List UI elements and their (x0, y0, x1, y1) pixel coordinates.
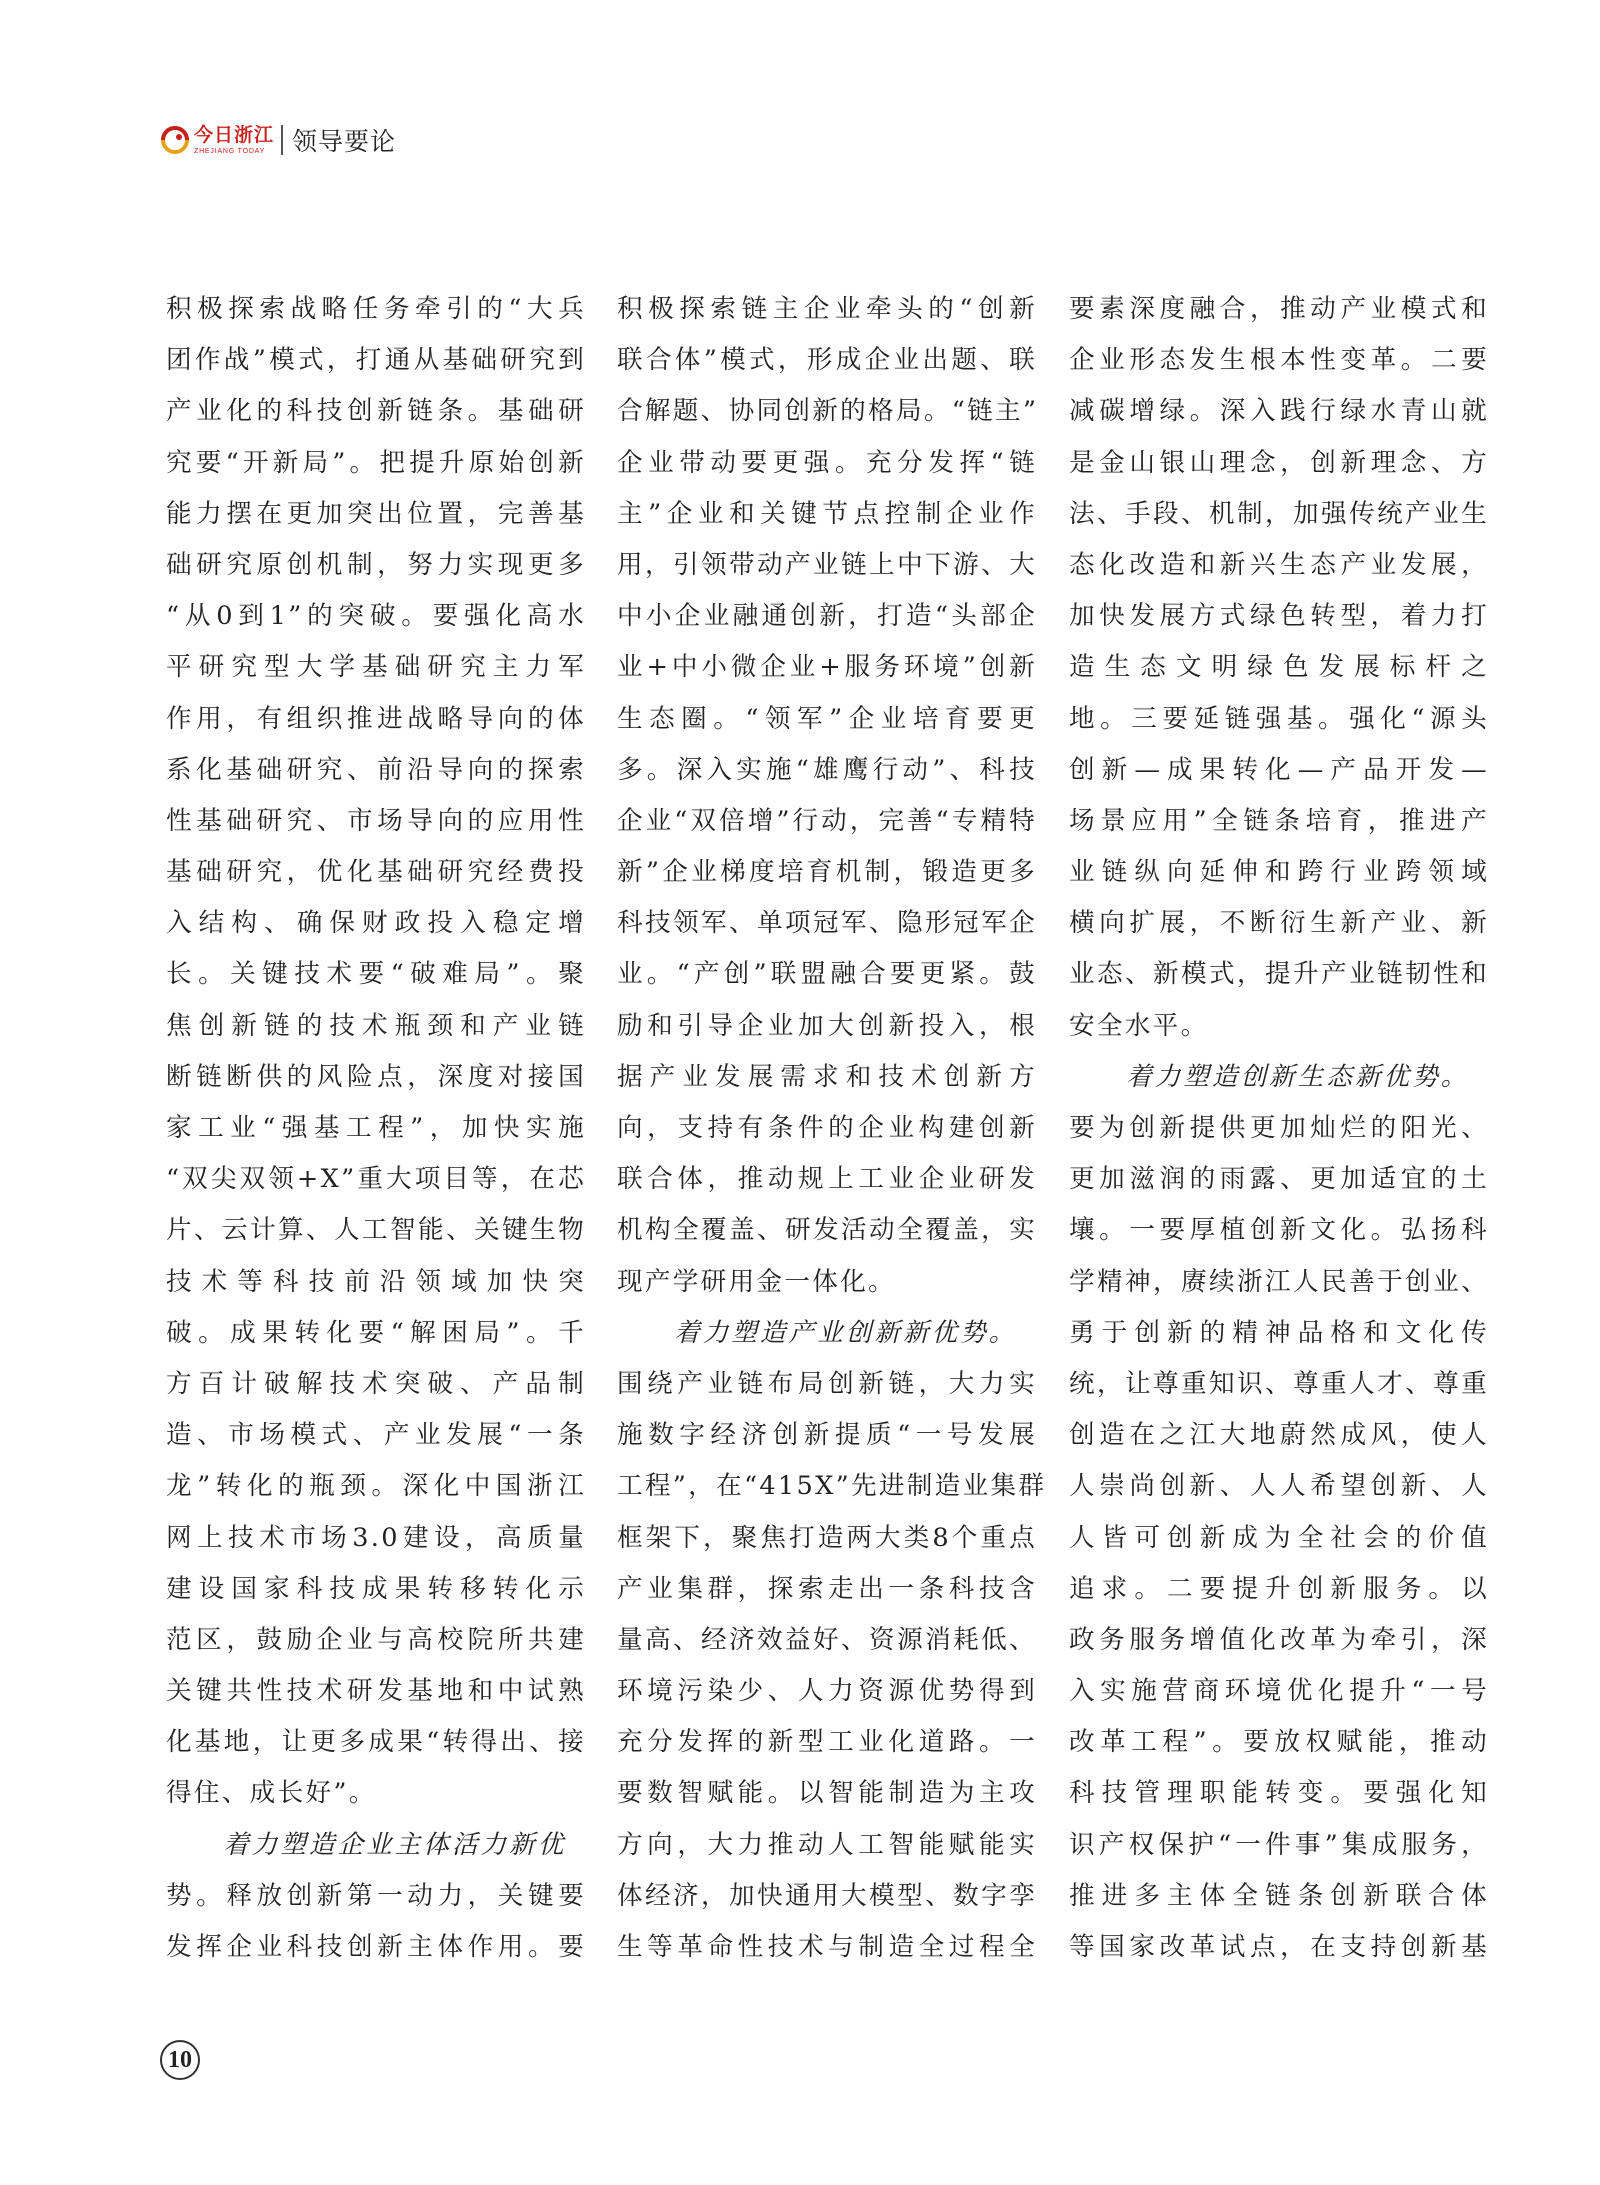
text-line: 积极探索链主企业牵头的“创新 (617, 294, 1037, 324)
text-line: 着力塑造创新生态新优势。 (1069, 1061, 1470, 1092)
text-line: 业态、新模式，提升产业链韧性和 (1069, 959, 1489, 990)
text-line: 家工业“强基工程”，加快实施 (166, 1113, 586, 1143)
text-line: 企业带动要更强。充分发挥“链 (617, 447, 1037, 478)
text-line: 方百计破解技术突破、产品制 (166, 1368, 586, 1399)
text-line: 造、市场模式、产业发展“一条 (166, 1420, 586, 1451)
text-line: 入实施营商环境优化提升“一号 (1069, 1676, 1489, 1707)
text-line: 统，让尊重知识、尊重人才、尊重 (1069, 1368, 1489, 1399)
text-line: 要数智赋能。以智能制造为主攻 (617, 1778, 1037, 1809)
text-line: 施数字经济创新提质“一号发展 (617, 1420, 1037, 1451)
text-column-2 (617, 284, 1047, 1973)
text-line: 系化基础研究、前沿导向的探索 (166, 754, 586, 785)
text-line: 勇于创新的精神品格和文化传 (1069, 1317, 1489, 1348)
text-line: 安全水平。 (1069, 1010, 1209, 1041)
text-line: 业+中小微企业+服务环境”创新 (617, 652, 1037, 683)
text-line: 产业集群，探索走出一条科技含 (617, 1573, 1037, 1604)
text-line: 方向，大力推动人工智能赋能实 (617, 1829, 1037, 1860)
text-line: 多。深入实施“雄鹰行动”、科技 (617, 754, 1037, 785)
text-line: 生态圈。“领军”企业培育要更 (617, 703, 1037, 734)
text-line: 机构全覆盖、研发活动全覆盖，实 (617, 1215, 1037, 1246)
text-line: 地。三要延链强基。强化“源头 (1069, 703, 1489, 734)
logo-chinese: 今日浙江 (194, 123, 275, 146)
text-line: 创新—成果转化—产品开发— (1069, 754, 1489, 785)
text-line: 关键共性技术研发基地和中试熟 (166, 1676, 586, 1707)
text-line: 片、云计算、人工智能、关键生物 (166, 1215, 586, 1246)
text-line: 人皆可创新成为全社会的价值 (1069, 1522, 1489, 1553)
text-line: 企业“双倍增”行动，完善“专精特 (617, 805, 1037, 836)
text-column-3 (1069, 284, 1489, 1973)
text-line: 业链纵向延伸和跨行业跨领域 (1069, 857, 1489, 888)
text-column-1 (166, 284, 586, 1973)
text-line: 联合体”模式，形成企业出题、联 (617, 345, 1037, 376)
text-line: 法、手段、机制，加强传统产业生 (1069, 498, 1489, 529)
text-line: 作用，有组织推进战略导向的体 (166, 703, 586, 734)
text-line: 体经济，加快通用大模型、数字孪 (617, 1880, 1037, 1911)
text-line: 推进多主体全链条创新联合体 (1069, 1880, 1489, 1911)
page-number: 10 (160, 2040, 200, 2080)
text-line: 量高、经济效益好、资源消耗低、 (617, 1624, 1037, 1655)
text-line: 建设国家科技成果转移转化示 (166, 1573, 586, 1604)
text-line: 新”企业梯度培育机制，锻造更多 (617, 857, 1037, 888)
section-title: 领导要论 (292, 127, 397, 156)
text-line: 入结构、确保财政投入稳定增 (166, 908, 586, 939)
text-line: 得住、成长好”。 (166, 1778, 377, 1809)
text-line: 基础研究，优化基础研究经费投 (166, 857, 586, 888)
logo-english: ZHEJIANG TODAY (194, 147, 266, 155)
text-line: 着力塑造企业主体活力新优 (166, 1829, 567, 1860)
text-line: 生等革命性技术与制造全过程全 (617, 1932, 1037, 1962)
text-line: 等国家改革试点，在支持创新基 (1069, 1932, 1489, 1962)
text-line: 发挥企业科技创新主体作用。要 (166, 1932, 586, 1962)
text-line: 充分发挥的新型工业化道路。一 (617, 1727, 1037, 1758)
text-line: 围绕产业链布局创新链，大力实 (617, 1368, 1037, 1399)
text-line: 创造在之江大地蔚然成风，使人 (1069, 1420, 1489, 1451)
text-line: 减碳增绿。深入践行绿水青山就 (1069, 396, 1489, 427)
text-line: 网上技术市场3.0建设，高质量 (166, 1522, 586, 1553)
text-line: 性基础研究、市场导向的应用性 (166, 805, 586, 836)
text-line: 改革工程”。要放权赋能，推动 (1069, 1727, 1489, 1758)
text-line: 范区，鼓励企业与高校院所共建 (166, 1624, 586, 1655)
text-line: 励和引导企业加大创新投入，根 (617, 1010, 1037, 1041)
text-line: 企业形态发生根本性变革。二要 (1069, 345, 1489, 376)
text-line: 工程”，在“415X”先进制造业集群 (617, 1471, 1047, 1502)
zhejiang-today-logo-icon (160, 125, 190, 155)
text-line: 主”企业和关键节点控制企业作 (617, 498, 1037, 529)
text-line: 势。释放创新第一动力，关键要 (166, 1880, 586, 1911)
text-line: 现产学研用金一体化。 (617, 1266, 896, 1297)
text-line: 团作战”模式，打通从基础研究到 (166, 345, 586, 376)
text-line: 长。关键技术要“破难局”。聚 (166, 959, 586, 990)
text-line: 造生态文明绿色发展标杆之 (1069, 652, 1489, 683)
text-line: 环境污染少、人力资源优势得到 (617, 1676, 1037, 1707)
text-line: 是金山银山理念，创新理念、方 (1069, 447, 1489, 478)
text-line: 科技领军、单项冠军、隐形冠军企 (617, 908, 1037, 939)
text-line: 场景应用”全链条培育，推进产 (1069, 805, 1489, 836)
text-line: 识产权保护“一件事”集成服务， (1069, 1829, 1489, 1860)
text-line: 追求。二要提升创新服务。以 (1069, 1573, 1489, 1604)
text-line: “双尖双领+X”重大项目等，在芯 (166, 1164, 586, 1195)
text-line: 着力塑造产业创新新优势。 (617, 1317, 1018, 1348)
text-line: 壤。一要厚植创新文化。弘扬科 (1069, 1215, 1489, 1246)
page-header (160, 118, 396, 162)
text-line: 破。成果转化要“解困局”。千 (166, 1317, 586, 1348)
text-line: 向，支持有条件的企业构建创新 (617, 1113, 1037, 1143)
text-line: 业。“产创”联盟融合要更紧。鼓 (617, 959, 1037, 990)
text-line: 要素深度融合，推动产业模式和 (1069, 294, 1489, 324)
text-line: 框架下，聚焦打造两大类8个重点 (617, 1522, 1037, 1553)
text-line: 技术等科技前沿领域加快突 (166, 1266, 586, 1297)
text-line: 学精神，赓续浙江人民善于创业、 (1069, 1266, 1489, 1297)
text-line: 联合体，推动规上工业企业研发 (617, 1164, 1037, 1195)
text-line: 科技管理职能转变。要强化知 (1069, 1778, 1489, 1809)
text-line: 焦创新链的技术瓶颈和产业链 (166, 1010, 586, 1041)
text-line: 化基地，让更多成果“转得出、接 (166, 1727, 586, 1758)
text-line: 中小企业融通创新，打造“头部企 (617, 601, 1037, 632)
text-line: 平研究型大学基础研究主力军 (166, 652, 586, 683)
text-line: 合解题、协同创新的格局。“链主” (617, 396, 1039, 427)
header-divider (281, 125, 283, 155)
text-line: 础研究原创机制，努力实现更多 (166, 549, 586, 580)
text-line: 据产业发展需求和技术创新方 (617, 1061, 1037, 1092)
text-line: 究要“开新局”。把提升原始创新 (166, 447, 586, 478)
text-line: 更加滋润的雨露、更加适宜的土 (1069, 1164, 1489, 1195)
text-line: 政务服务增值化改革为牵引，深 (1069, 1624, 1489, 1655)
text-line: 人崇尚创新、人人希望创新、人 (1069, 1471, 1489, 1502)
text-line: 断链断供的风险点，深度对接国 (166, 1061, 586, 1092)
logo-text (194, 123, 275, 155)
text-line: 要为创新提供更加灿烂的阳光、 (1069, 1113, 1489, 1143)
text-line: 横向扩展，不断衍生新产业、新 (1069, 908, 1489, 939)
text-line: “从0到1”的突破。要强化高水 (166, 601, 586, 632)
text-line: 用，引领带动产业链上中下游、大 (617, 549, 1037, 580)
text-line: 能力摆在更加突出位置，完善基 (166, 498, 586, 529)
text-line: 态化改造和新兴生态产业发展， (1069, 549, 1489, 580)
text-line: 龙”转化的瓶颈。深化中国浙江 (166, 1471, 586, 1502)
text-line: 积极探索战略任务牵引的“大兵 (166, 294, 586, 324)
text-line: 产业化的科技创新链条。基础研 (166, 396, 586, 427)
text-line: 加快发展方式绿色转型，着力打 (1069, 601, 1489, 632)
